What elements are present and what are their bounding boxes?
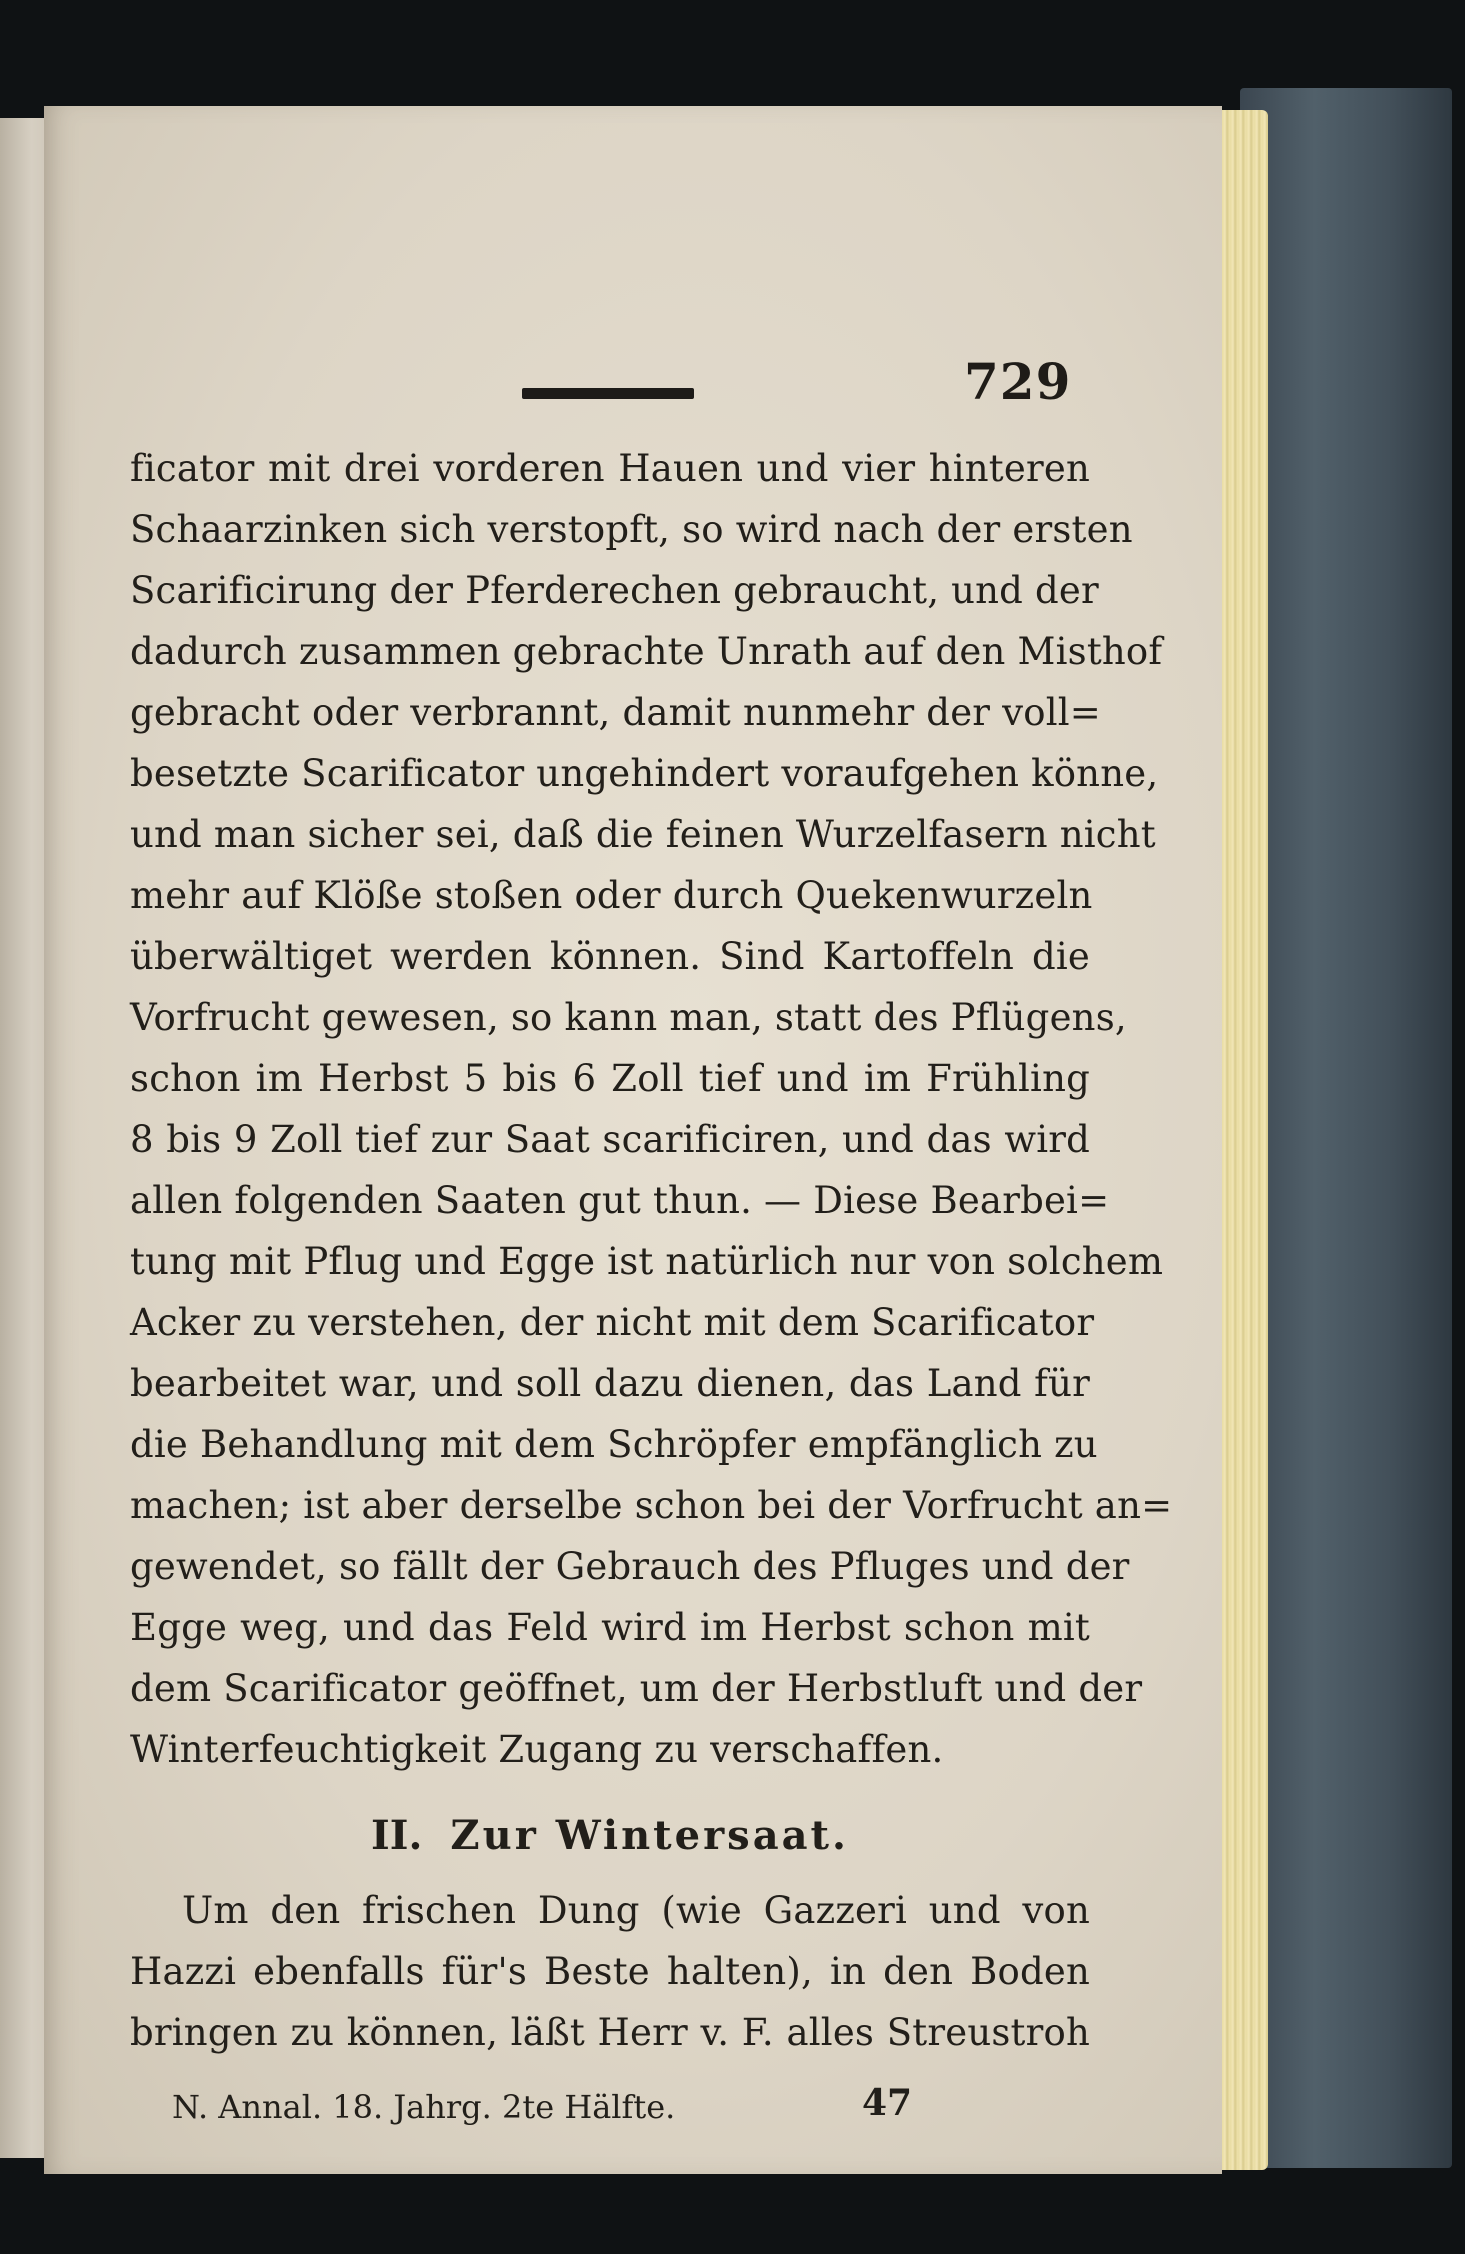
text-line: tung mit Pflug und Egge ist natürlich nur von solchem [130,1240,1164,1283]
text-line: Scarificirung der Pferderechen gebraucht, und der [130,569,1099,612]
text-line: ficator mit drei vorderen Hauen und vier hinteren [130,447,1090,490]
header-rule [522,388,694,399]
text-line: Schaarzinken sich verstopft, so wird nach der ersten [130,508,1133,551]
section-title: Zur Wintersaat. [450,1812,849,1859]
page-footer [172,2082,972,2138]
text-line: Hazzi ebenfalls für's Beste halten), in den Boden [130,1950,1090,1993]
text-line: besetzte Scarificator ungehindert voraufgehen könne, [130,752,1159,795]
sheet-number: 47 [862,2082,913,2124]
section-number: II. [371,1812,423,1859]
text-line: Um den frischen Dung (wie Gazzeri und von [182,1889,1090,1932]
text-line: bearbeitet war, und soll dazu dienen, das Land für [130,1362,1090,1405]
text-line: Egge weg, und das Feld wird im Herbst schon mit [130,1606,1090,1649]
page-number: 729 [964,352,1072,411]
text-line: 8 bis 9 Zoll tief zur Saat scarificiren, und das wird [130,1118,1090,1161]
text-line: Winterfeuchtigkeit Zugang zu verschaffen. [130,1728,944,1771]
text-line: gewendet, so fällt der Gebrauch des Pfluges und der [130,1545,1130,1588]
book-cover [1240,88,1452,2168]
text-line: allen folgenden Saaten gut thun. — Diese Bearbei= [130,1179,1110,1222]
text-line: machen; ist aber derselbe schon bei der Vorfrucht an= [130,1484,1173,1527]
page-header [44,352,1222,412]
text-line: und man sicher sei, daß die feinen Wurzelfasern nicht [130,813,1156,856]
text-line: mehr auf Klöße stoßen oder durch Quekenwurzeln [130,874,1093,917]
text-line: dadurch zusammen gebrachte Unrath auf den Misthof [130,630,1163,673]
text-line: die Behandlung mit dem Schröpfer empfänglich zu [130,1423,1098,1466]
text-line: Acker zu verstehen, der nicht mit dem Scarificator [130,1301,1095,1344]
text-line: gebracht oder verbrannt, damit nunmehr der voll= [130,691,1101,734]
page-body [130,438,1173,2063]
book-page [44,106,1222,2174]
text-line: überwältiget werden können. Sind Kartoffeln die [130,935,1090,978]
footer-signature: N. Annal. 18. Jahrg. 2te Hälfte. [172,2088,676,2126]
text-line: dem Scarificator geöffnet, um der Herbstluft und der [130,1667,1143,1710]
text-line: schon im Herbst 5 bis 6 Zoll tief und im Frühling [130,1057,1090,1100]
text-line: bringen zu können, läßt Herr v. F. alles Streustroh [130,2011,1090,2054]
text-line: Vorfrucht gewesen, so kann man, statt des Pflügens, [130,996,1127,1039]
section-heading [130,1806,1090,1866]
